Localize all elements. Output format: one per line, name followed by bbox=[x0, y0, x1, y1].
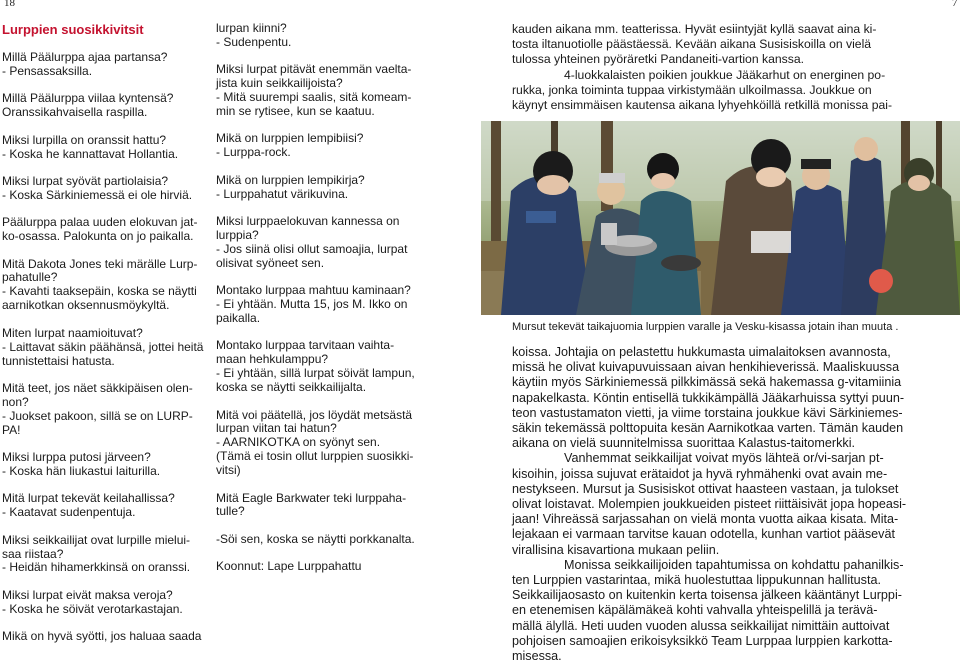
joke-block bbox=[2, 216, 208, 244]
joke-line: (Tämä ei tosin ollut lurppien suosikki- bbox=[216, 449, 414, 464]
joke-block bbox=[2, 134, 208, 162]
jokes-title: Lurppien suosikkivitsit bbox=[2, 22, 144, 37]
article-line: tosta iltanuotiolle päästäessä. Kevään aikana Susisiskoilla on vielä bbox=[512, 37, 872, 52]
joke-line: Mitä teet, jos näet säkkipäisen olen- bbox=[2, 380, 193, 395]
article-line: pohjoisen samoajien erikoisyksikkö Team Lurppaa lurppien karkotta- bbox=[512, 633, 893, 648]
joke-line: Mikä on lurppien lempibiisi? bbox=[216, 131, 364, 146]
joke-line: min se rytisee, kun se kaatuu. bbox=[216, 104, 375, 119]
joke-block bbox=[216, 560, 416, 574]
article-line: rukka, jonka toiminta tuppaa virkistymään ulkoilmassa. Joukkue on bbox=[512, 82, 872, 97]
joke-line: Miksi seikkailijat ovat lurpille mielui- bbox=[2, 532, 191, 547]
joke-block bbox=[2, 327, 208, 369]
joke-line: - Koska he söivät verotarkastajan. bbox=[2, 601, 183, 616]
article-line: Vanhemmat seikkailijat voivat myös lähteä or/vi-sarjan pt- bbox=[564, 451, 884, 466]
joke-line: - Kaatavat sudenpentuja. bbox=[2, 505, 136, 520]
jokes-column-2 bbox=[216, 22, 416, 588]
joke-line: Montako lurppaa tarvitaan vaihta- bbox=[216, 338, 395, 353]
joke-block bbox=[216, 215, 416, 271]
joke-line: Montako lurppaa mahtuu kaminaan? bbox=[216, 283, 411, 298]
joke-line: olisivat syöneet sen. bbox=[216, 255, 325, 270]
joke-line: tulle? bbox=[216, 504, 245, 519]
article-line: napakelkasta. Köntin entisellä tukkikämpällä Jääkarhuissa syttyi puun- bbox=[512, 390, 905, 405]
joke-block bbox=[216, 63, 416, 119]
article-line: käynyt ensimmäisen kautensa aikana lyhyehköillä retkillä monissa pai- bbox=[512, 98, 893, 113]
joke-block bbox=[2, 492, 208, 520]
article-line: mällä älyllä. Heti uuden vuoden alussa seikkailijat nimittäin auttoivat bbox=[512, 618, 890, 633]
page-number-right: 7 bbox=[952, 0, 958, 9]
joke-line: Miksi lurpilla on oranssit hattu? bbox=[2, 132, 167, 147]
joke-line: pahatulle? bbox=[2, 270, 58, 285]
joke-line: Millä Päälurppa ajaa partansa? bbox=[2, 50, 168, 64]
joke-block bbox=[216, 22, 416, 50]
joke-line: Miksi lurpat eivät maksa veroja? bbox=[2, 587, 173, 602]
joke-line: - Jos siinä olisi ollut samoajia, lurpat bbox=[216, 241, 408, 256]
joke-line: - Laittavat säkin päähänsä, jottei heitä bbox=[2, 339, 204, 354]
joke-line: Millä Päälurppa viilaa kyntensä? bbox=[2, 91, 174, 106]
jokes-column-1 bbox=[2, 22, 208, 658]
joke-block bbox=[216, 492, 416, 520]
joke-block bbox=[2, 175, 208, 203]
joke-block bbox=[216, 339, 416, 395]
photo-caption: Mursut tekevät taikajuomia lurppien varalle ja Vesku-kisassa jotain ihan muuta . bbox=[512, 321, 899, 333]
joke-line: vitsi) bbox=[216, 463, 241, 478]
joke-line: non? bbox=[2, 394, 29, 409]
joke-line: lurpan kiinni? bbox=[216, 21, 287, 35]
joke-line: paikalla. bbox=[216, 311, 261, 325]
article-line: teon vastustamaton vietti, ja viime torstaina joukkue kävi Särkiniemes- bbox=[512, 405, 903, 420]
joke-line: Miten lurpat naamioituvat? bbox=[2, 325, 143, 340]
joke-line: Mitä lurpat tekevät keilahallissa? bbox=[2, 491, 175, 506]
joke-line: - Koska Särkiniemessä ei ole hirviä. bbox=[2, 187, 193, 202]
joke-line: Miksi lurpat syövät partiolaisia? bbox=[2, 173, 169, 188]
joke-line: Mitä voi päätellä, jos löydät metsästä bbox=[216, 407, 413, 422]
joke-block bbox=[2, 630, 208, 644]
article-line: ten Lurppien vastarintaa, mikä huolestuttaa lippukunnan hallitusta. bbox=[512, 573, 881, 588]
joke-line: Miksi lurppa putosi järveen? bbox=[2, 450, 151, 465]
article-line: missä he olivat kuivapuvuissaan aivan henkihieverissä. Maaliskuussa bbox=[512, 360, 900, 375]
joke-block bbox=[2, 51, 208, 79]
article-line: Seikkailijaosasto on kuitenkin kerta toisensa jälkeen kääntänyt Lurppi- bbox=[512, 588, 902, 603]
joke-line: - Heidän hihamerkkinsä on oranssi. bbox=[2, 560, 191, 575]
article-line: en etenemisen käpälämäkeä kohti vahvalla yhteispelillä ja terävä- bbox=[512, 603, 878, 618]
joke-block bbox=[216, 409, 416, 479]
joke-block bbox=[2, 534, 208, 576]
joke-line: - Koska he kannattavat Hollantia. bbox=[2, 146, 179, 161]
joke-line: Mikä on lurppien lempikirja? bbox=[216, 172, 365, 187]
page-number-left: 18 bbox=[4, 0, 15, 9]
joke-line: ko-osassa. Palokunta on jo paikalla. bbox=[2, 229, 194, 244]
article-line: tulossa yhteinen pyöräretki Pandaneiti-vartion kanssa. bbox=[512, 52, 804, 67]
joke-line: -Söi sen, koska se näytti porkkanalta. bbox=[216, 531, 415, 546]
joke-block bbox=[216, 284, 416, 326]
article-line: olivat loistavat. Molempien joukkueiden pisteet riittäisivät jopa hopeasi- bbox=[512, 497, 907, 512]
joke-line: - Kavahti taaksepäin, koska se näytti bbox=[2, 284, 197, 299]
joke-line: lurppia? bbox=[216, 227, 259, 242]
joke-line: - Koska hän liukastui laiturilla. bbox=[2, 463, 161, 478]
article-line: käytiin myös Särkiniemessä pilkkimässä sekä hakemassa g-vitamiinia bbox=[512, 375, 902, 390]
joke-line: saa riistaa? bbox=[2, 546, 64, 561]
joke-line: Mitä Dakota Jones teki märälle Lurp- bbox=[2, 256, 198, 271]
joke-line: PA! bbox=[2, 422, 21, 437]
joke-block bbox=[2, 92, 208, 120]
article-line: 4-luokkalaisten poikien joukkue Jääkarhut on energinen po- bbox=[564, 67, 886, 82]
joke-line: Mitä Eagle Barkwater teki lurppaha- bbox=[216, 490, 407, 505]
joke-line: Oranssikahvaisella raspilla. bbox=[2, 105, 148, 120]
joke-line: jista kuin seikkailijoista? bbox=[216, 76, 343, 91]
joke-line: - Ei yhtään. Mutta 15, jos M. Ikko on bbox=[216, 297, 408, 312]
joke-block bbox=[2, 382, 208, 438]
joke-line: - AARNIKOTKA on syönyt sen. bbox=[216, 435, 381, 450]
joke-line: - Pensassaksilla. bbox=[2, 63, 93, 78]
joke-line: Miksi lurppaelokuvan kannessa on bbox=[216, 214, 400, 229]
joke-line: maan hehkulamppu? bbox=[216, 352, 329, 367]
joke-block bbox=[216, 132, 416, 160]
joke-line: - Juokset pakoon, sillä se on LURP- bbox=[2, 408, 193, 423]
article-line: kauden aikana mm. teatterissa. Hyvät esiintyjät kyllä saavat aina ki- bbox=[512, 22, 877, 36]
joke-line: Koonnut: Lape Lurppahattu bbox=[216, 559, 362, 574]
joke-line: - Lurppahatut värikuvina. bbox=[216, 186, 349, 201]
article-line: Monissa seikkailijoiden tapahtumissa on kohdattu pahanilkis- bbox=[564, 557, 904, 572]
joke-line: - Sudenpentu. bbox=[216, 34, 292, 49]
joke-line: koska se näytti seikkailijalta. bbox=[216, 380, 367, 395]
article-line: lejakaan ei varmaan tarvitse kauan odotella, kunhan vartiot pääsevät bbox=[512, 527, 895, 542]
joke-block bbox=[216, 533, 416, 547]
joke-line: - Ei yhtään, sillä lurpat söivät lampun, bbox=[216, 366, 415, 381]
joke-block bbox=[2, 451, 208, 479]
joke-block bbox=[216, 174, 416, 202]
article-line: kisoihin, joissa sujuvat erätaidot ja hyvä ryhmähenki ovat avain me- bbox=[512, 466, 888, 481]
joke-line: Mikä on hyvä syötti, jos haluaa saada bbox=[2, 629, 202, 644]
scouts-photo bbox=[481, 121, 960, 315]
joke-line: Miksi lurpat pitävät enemmän vaelta- bbox=[216, 62, 412, 77]
joke-line: lurpan viitan tai hatun? bbox=[216, 421, 337, 436]
article-line: aikana on vielä suunnitelmissa suorittaa Kalastus-taitomerkki. bbox=[512, 436, 855, 451]
joke-line: - Lurppa-rock. bbox=[216, 145, 291, 160]
article-line: säkin tekemässä polttopuita kesän Aarnikotkaa varten. Tämän kauden bbox=[512, 421, 904, 436]
article-line: koissa. Johtajia on pelastettu hukkumasta uimalaitoksen avannosta, bbox=[512, 345, 891, 359]
article-top-text bbox=[512, 22, 922, 113]
forest-cooking-scene bbox=[481, 121, 960, 315]
joke-block bbox=[2, 258, 208, 314]
joke-line: aarnikotkan oksennusmöykyltä. bbox=[2, 298, 170, 313]
joke-line: - Mitä suurempi saalis, sitä komeam- bbox=[216, 90, 412, 105]
article-line: misessa. bbox=[512, 649, 562, 664]
article-line: virallisina kisavartiona mukaan peliin. bbox=[512, 542, 720, 557]
article-line: nestykseen. Mursut ja Susisiskot ottivat haasteen vastaan, ja tulokset bbox=[512, 481, 899, 496]
joke-line: tunnistettaisi hatusta. bbox=[2, 353, 115, 368]
article-bottom-text bbox=[512, 345, 922, 664]
joke-line: Päälurppa palaa uuden elokuvan jat- bbox=[2, 215, 198, 230]
joke-block bbox=[2, 589, 208, 617]
article-line: jaan! Vihreässä sarjassahan on vielä monta vuotta aikaa kisata. Mita- bbox=[512, 512, 899, 527]
